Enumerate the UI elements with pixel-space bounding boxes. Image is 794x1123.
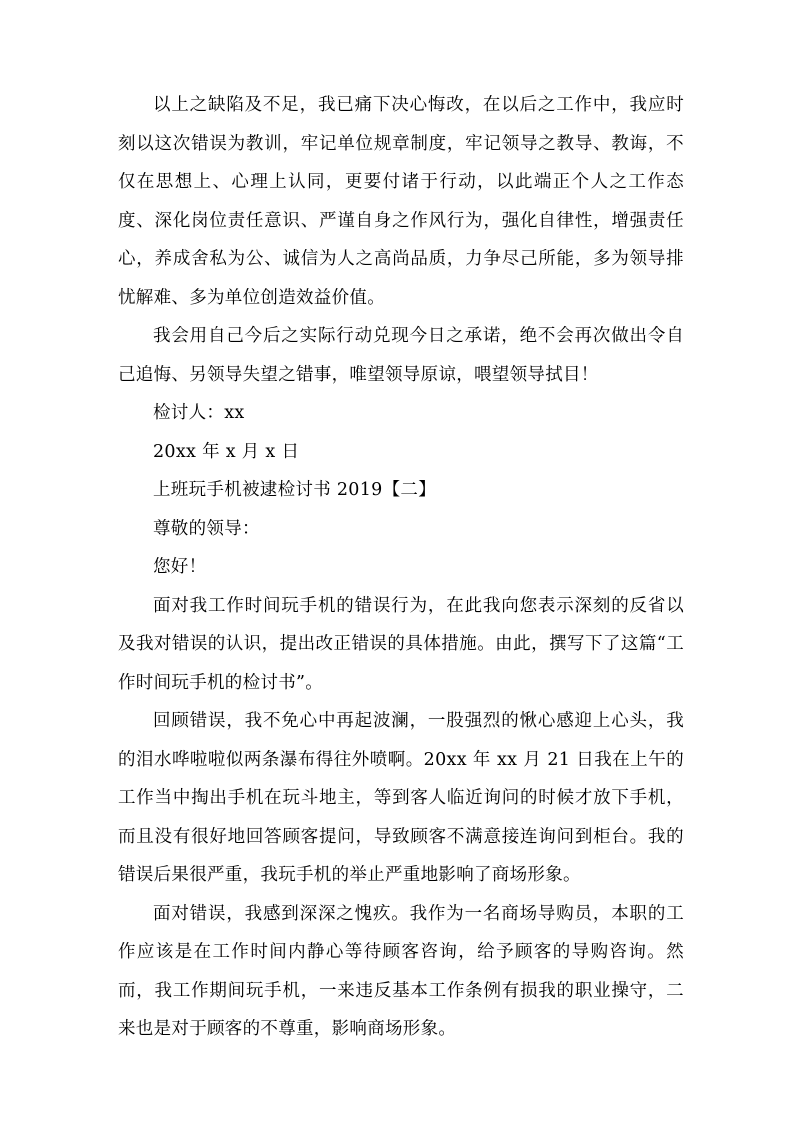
- date-line: 20xx 年 x 月 x 日: [153, 441, 300, 462]
- document-body: [118, 86, 684, 1049]
- section-title: 上班玩手机被逮检讨书 2019【二】: [153, 480, 436, 500]
- salutation: 尊敬的领导：: [153, 518, 260, 539]
- paragraph-introduction: 面对我工作时间玩手机的错误行为，在此我向您表示深刻的反省以及我对错误的认识，提出改正错误的具体措施。由此，撰写下了这篇“工作时间玩手机的检讨书”。: [118, 595, 684, 693]
- signature-line: 检讨人：xx: [153, 403, 245, 423]
- paragraph-review: 回顾错误，我不免心中再起波澜，一股强烈的愀心感迎上心头，我的泪水哗啦啦似两条瀑布得往外喷啊。20xx 年 xx 月 21 日我在上午的工作当中掏出手机在玩斗地主，等到客人临近询问的时候才放下手机，而且没有很好地回答顾客提问，导致顾客不满意接连询问到柜台。我的错误后果很严重，我玩手机的举止严重地影响了商场形象。: [118, 711, 684, 885]
- paragraph-resolution: 以上之缺陷及不足，我已痛下决心悔改，在以后之工作中，我应时刻以这次错误为教训，牢记单位规章制度，牢记领导之教导、教诲，不仅在思想上、心理上认同，更要付诸于行动，以此端正个人之工作态度、深化岗位责任意识、严谨自身之作风行为，强化自律性，增强责任心，养成舍私为公、诚信为人之高尚品质，力争尽己所能，多为领导排忧解难、多为单位创造效益价值。: [118, 95, 684, 308]
- paragraph-remorse: 面对错误，我感到深深之愧疚。我作为一名商场导购员，本职的工作应该是在工作时间内静心等待顾客咨询，给予顾客的导购咨询。然而，我工作期间玩手机，一来违反基本工作条例有损我的职业操守，二来也是对于顾客的不尊重，影响商场形象。: [118, 903, 684, 1039]
- greeting: 您好！: [153, 557, 207, 577]
- paragraph-promise: 我会用自己今后之实际行动兑现今日之承诺，绝不会再次做出令自己追悔、另领导失望之错事，唯望领导原谅，喂望领导拭目！: [118, 326, 684, 385]
